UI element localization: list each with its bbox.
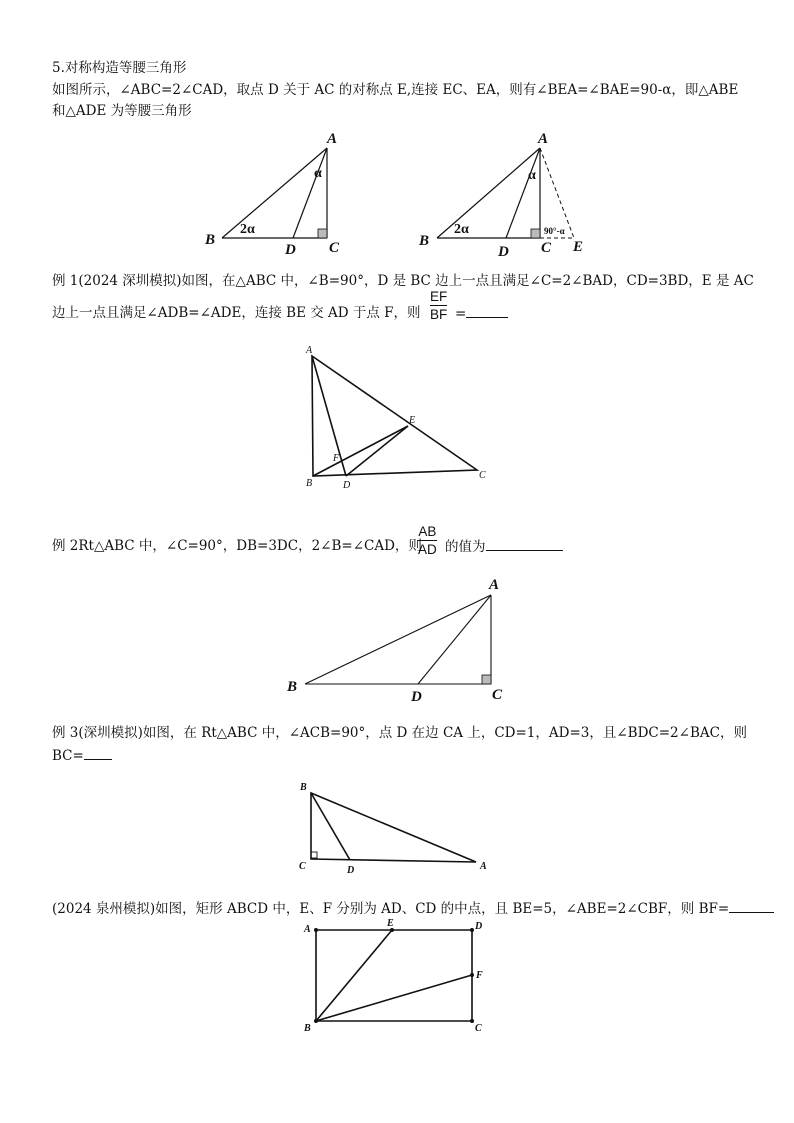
ex1-eq: = [455, 306, 467, 322]
point-B [314, 1019, 318, 1023]
label-A: A [327, 131, 338, 147]
label-B: B [306, 478, 313, 489]
label-D: D [411, 689, 422, 705]
label-B: B [419, 233, 430, 249]
label-F: F [333, 453, 340, 464]
label-E: E [409, 415, 416, 426]
ex1-frac-num: EF [430, 289, 448, 304]
label-C: C [475, 1023, 482, 1034]
label-B: B [205, 232, 216, 248]
ex3-bc-label: BC= [52, 748, 84, 764]
point-A [314, 928, 318, 932]
segment-BF [316, 975, 472, 1021]
ex3-line1: 例 3(深圳模拟)如图，在 Rt△ABC 中，∠ACB=90°，点 D 在边 CA 上，CD=1，AD=3，且∠BDC=2∠BAC，则 [52, 725, 747, 741]
ex2-pre: 例 2Rt△ABC 中，∠C=90°，DB=3DC，2∠B=∠CAD，则 [52, 538, 422, 554]
ex4-question: (2024 泉州模拟)如图，矩形 ABCD 中，E、F 分别为 AD、CD 的中点，且 BE=5，∠ABE=2∠CBF，则 BF= [52, 901, 730, 917]
angle-two-alpha: 2α [454, 222, 469, 237]
label-C: C [541, 240, 552, 256]
section-desc-line1: 如图所示，∠ABC=2∠CAD，取点 D 关于 AC 的对称点 E,连接 EC、EA，则有∠BEA=∠BAE=90-α，即△ABE [52, 82, 739, 98]
ex2-frac-den: AD [418, 542, 437, 557]
ex1-line1: 例 1(2024 深圳模拟)如图，在△ABC 中，∠B=90°，D 是 BC 边上一点且满足∠C=2∠BAD，CD=3BD，E 是 AC [52, 273, 754, 289]
ex1-line2: 边上一点且满足∠ADB=∠ADE，连接 BE 交 AD 于点 F，则 [52, 305, 421, 321]
point-F [470, 973, 474, 977]
angle-two-alpha: 2α [240, 222, 255, 237]
section-desc-line2: 和△ADE 为等腰三角形 [52, 103, 192, 119]
label-D: D [475, 921, 483, 932]
label-F: F [476, 970, 483, 981]
label-B: B [300, 782, 307, 793]
angle-alpha: α [314, 166, 322, 181]
angle-ninety-minus-alpha: 90°-α [544, 226, 565, 236]
label-C: C [492, 687, 503, 703]
rectangle-ABCD [316, 930, 472, 1021]
label-C: C [329, 240, 340, 256]
label-D: D [347, 865, 355, 876]
section-title: 5.对称构造等腰三角形 [52, 60, 187, 76]
label-A: A [304, 924, 311, 935]
label-D: D [285, 242, 296, 258]
ex2-post: 的值为 [445, 539, 486, 555]
label-E: E [573, 239, 584, 255]
segment-BE [316, 930, 392, 1021]
label-B: B [287, 679, 298, 695]
ex1-frac-den: BF [430, 307, 448, 322]
label-A: A [480, 861, 487, 872]
label-E: E [387, 918, 394, 929]
label-B: B [304, 1023, 311, 1034]
ex2-frac-num: AB [418, 524, 437, 539]
label-A: A [306, 345, 313, 356]
label-C: C [299, 861, 306, 872]
point-C [470, 1019, 474, 1023]
label-A: A [489, 577, 500, 593]
angle-alpha: α [528, 168, 536, 183]
label-D: D [343, 480, 351, 491]
label-C: C [479, 470, 486, 481]
label-D: D [498, 244, 509, 260]
point-D [470, 928, 474, 932]
label-A: A [538, 131, 549, 147]
